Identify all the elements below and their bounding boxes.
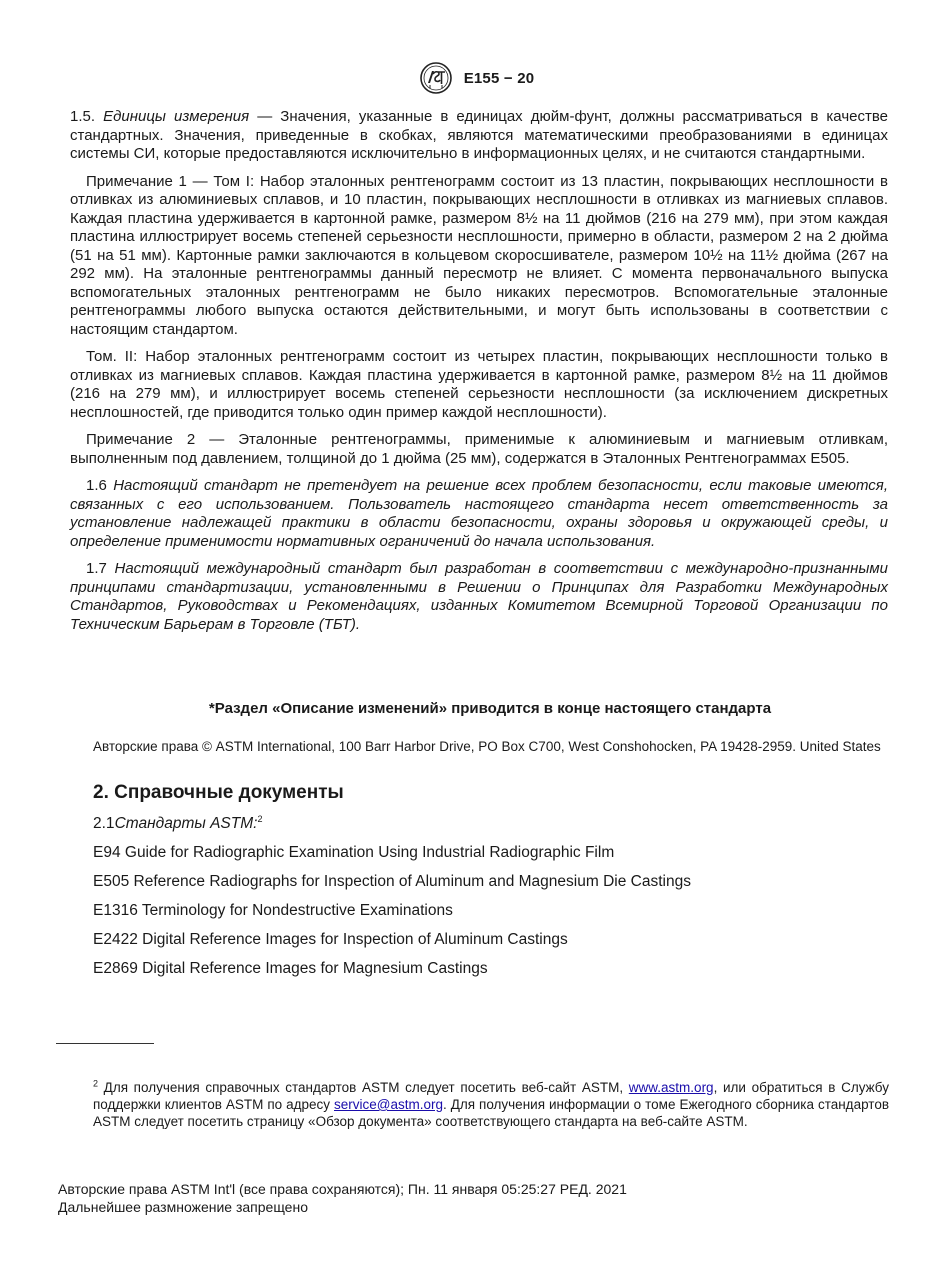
footnote-text: , или обратиться в Службу поддержки клиентов ASTM по адресу [93, 1080, 889, 1112]
page-header [0, 60, 950, 96]
body-text [70, 108, 888, 643]
paragraph-italic-lead: Единицы измерения [103, 108, 250, 125]
reference-item: E2869 Digital Reference Images for Magnesium Castings [93, 960, 488, 977]
note-1: Примечание 1 — Том I: Набор эталонных рентгенограмм состоит из 13 пластин, покрывающих несплошности в отливках из алюминиевых сплавов, и 10 пластин, покрывающих несплошности в отливках из магниевых сплавов. Каждая пластина удерживается в картонной рамке, размером 8½ на 11 дюймов (216 на 279 мм), при этом каждая пластина иллюстрирует восемь степеней серьезности несплошности, примерно в области, размером 2 на 2 дюйма (51 на 51 мм). Картонные рамки заключаются в кольцевом скоросшивателе, размером 10½ на 11½ дюйма (267 на 292 мм). На эталонные рентгенограммы данный пересмотр не влияет. С момента первоначального выпуска вспомогательных эталонных рентгенограмм не было никаких пересмотров. Вспомогательные эталонные рентгенограммы любого выпуска остаются действительными, и могут быть использованы в соответствии с настоящим стандартом. [70, 172, 888, 338]
footnote-text: . Для получения информации о томе Ежегодного сборника стандартов ASTM следует посетить страницу «Обзор документа» соответствующего стандарта на веб-сайте ASTM. [93, 1097, 889, 1129]
paragraph-number: 1.6 [86, 477, 114, 494]
note-2: Примечание 2 — Эталонные рентгенограммы, применимые к алюминиевым и магниевым отливкам, выполненным под давлением, толщиной до 1 дюйма (25 мм), содержатся в Эталонных Рентгенограммах E505. [70, 431, 888, 467]
reference-item: E505 Reference Radiographs for Inspection of Aluminum and Magnesium Die Castings [93, 873, 691, 890]
reference-item: E2422 Digital Reference Images for Inspection of Aluminum Castings [93, 931, 568, 948]
astm-website-link[interactable]: www.astm.org [628, 1080, 714, 1095]
reference-item: E94 Guide for Radiographic Examination Using Industrial Radiographic Film [93, 844, 615, 861]
footnote-divider [56, 1043, 154, 1044]
reference-item: E1316 Terminology for Nondestructive Examinations [93, 902, 453, 919]
summary-of-changes-note: *Раздел «Описание изменений» приводится в конце настоящего стандарта [208, 700, 772, 717]
footnote-marker: 2 [257, 813, 263, 824]
paragraph-italic-text: Настоящий международный стандарт был разработан в соответствии с международно-признанными принципами стандартизации, установленными в Решении о Принципах для Разработки Международных Стандартов, Руководствах и Рекомендациях, изданных Комитетом Всемирной Торговой Организации по Техническим Барьерам в Торговле (ТБТ). [70, 560, 888, 633]
astm-logo [416, 61, 456, 95]
paragraph-text: — Значения, указанные в единицах дюйм-фунт, должны рассматриваться в качестве стандартных. Значения, приведенные в скобках, являются математическими преобразованиями в единицах системы СИ, которые предоставляются исключительно в информационных целях, и не считаются стандартными. [70, 108, 888, 162]
document-id: E155 − 20 [463, 69, 535, 87]
footer-reproduction-notice: Дальнейшее размножение запрещено [58, 1199, 308, 1215]
paragraph-1-6 [70, 477, 888, 551]
volume-2-paragraph: Том. II: Набор эталонных рентгенограмм состоит из четырех пластин, покрывающих несплошности только в отливках из магниевых сплавов. Каждая пластина удерживается в картонной рамке, размером 8½ на 11 дюймов (216 на 279 мм), и иллюстрирует восемь степеней серьезности несплошности (за исключением дискретных несплошностей, где приводится только один пример каждой несплошности). [70, 348, 888, 421]
astm-email-link[interactable]: service@astm.org [334, 1097, 443, 1112]
page-footer [58, 1180, 627, 1216]
copyright-line: Авторские права © ASTM International, 100 Barr Harbor Drive, PO Box C700, West Conshohocken, PA 19428-2959. United States [93, 739, 881, 754]
paragraph-italic-text: Настоящий стандарт не претендует на решение всех проблем безопасности, если таковые имеются, связанных с его использованием. Пользователь настоящего стандарта несет ответственность за установление надлежащей практики в области безопасности, охраны здоровья и окружающей среды, и определение применимости нормативных ограничений до начала использования. [70, 477, 888, 550]
subsection-number: 2.1 [93, 815, 115, 832]
subsection-2-1 [93, 814, 691, 843]
footnote-text: Для получения справочных стандартов ASTM следует посетить веб-сайт ASTM, [98, 1080, 629, 1095]
section-2-title: 2. Справочные документы [93, 782, 344, 803]
referenced-documents [93, 814, 691, 988]
paragraph-1-7 [70, 560, 888, 634]
subsection-title: Стандарты ASTM: [114, 815, 258, 832]
paragraph-number: 1.7 [86, 560, 115, 577]
footnote-marker: 2 [93, 1078, 99, 1089]
footnote-2 [93, 1079, 889, 1130]
footer-copyright: Авторские права ASTM Int'l (все права сохраняются); Пн. 11 января 05:25:27 РЕД. 2021 [58, 1181, 627, 1197]
paragraph-1-5 [70, 108, 888, 164]
paragraph-number: 1.5. [70, 108, 104, 125]
